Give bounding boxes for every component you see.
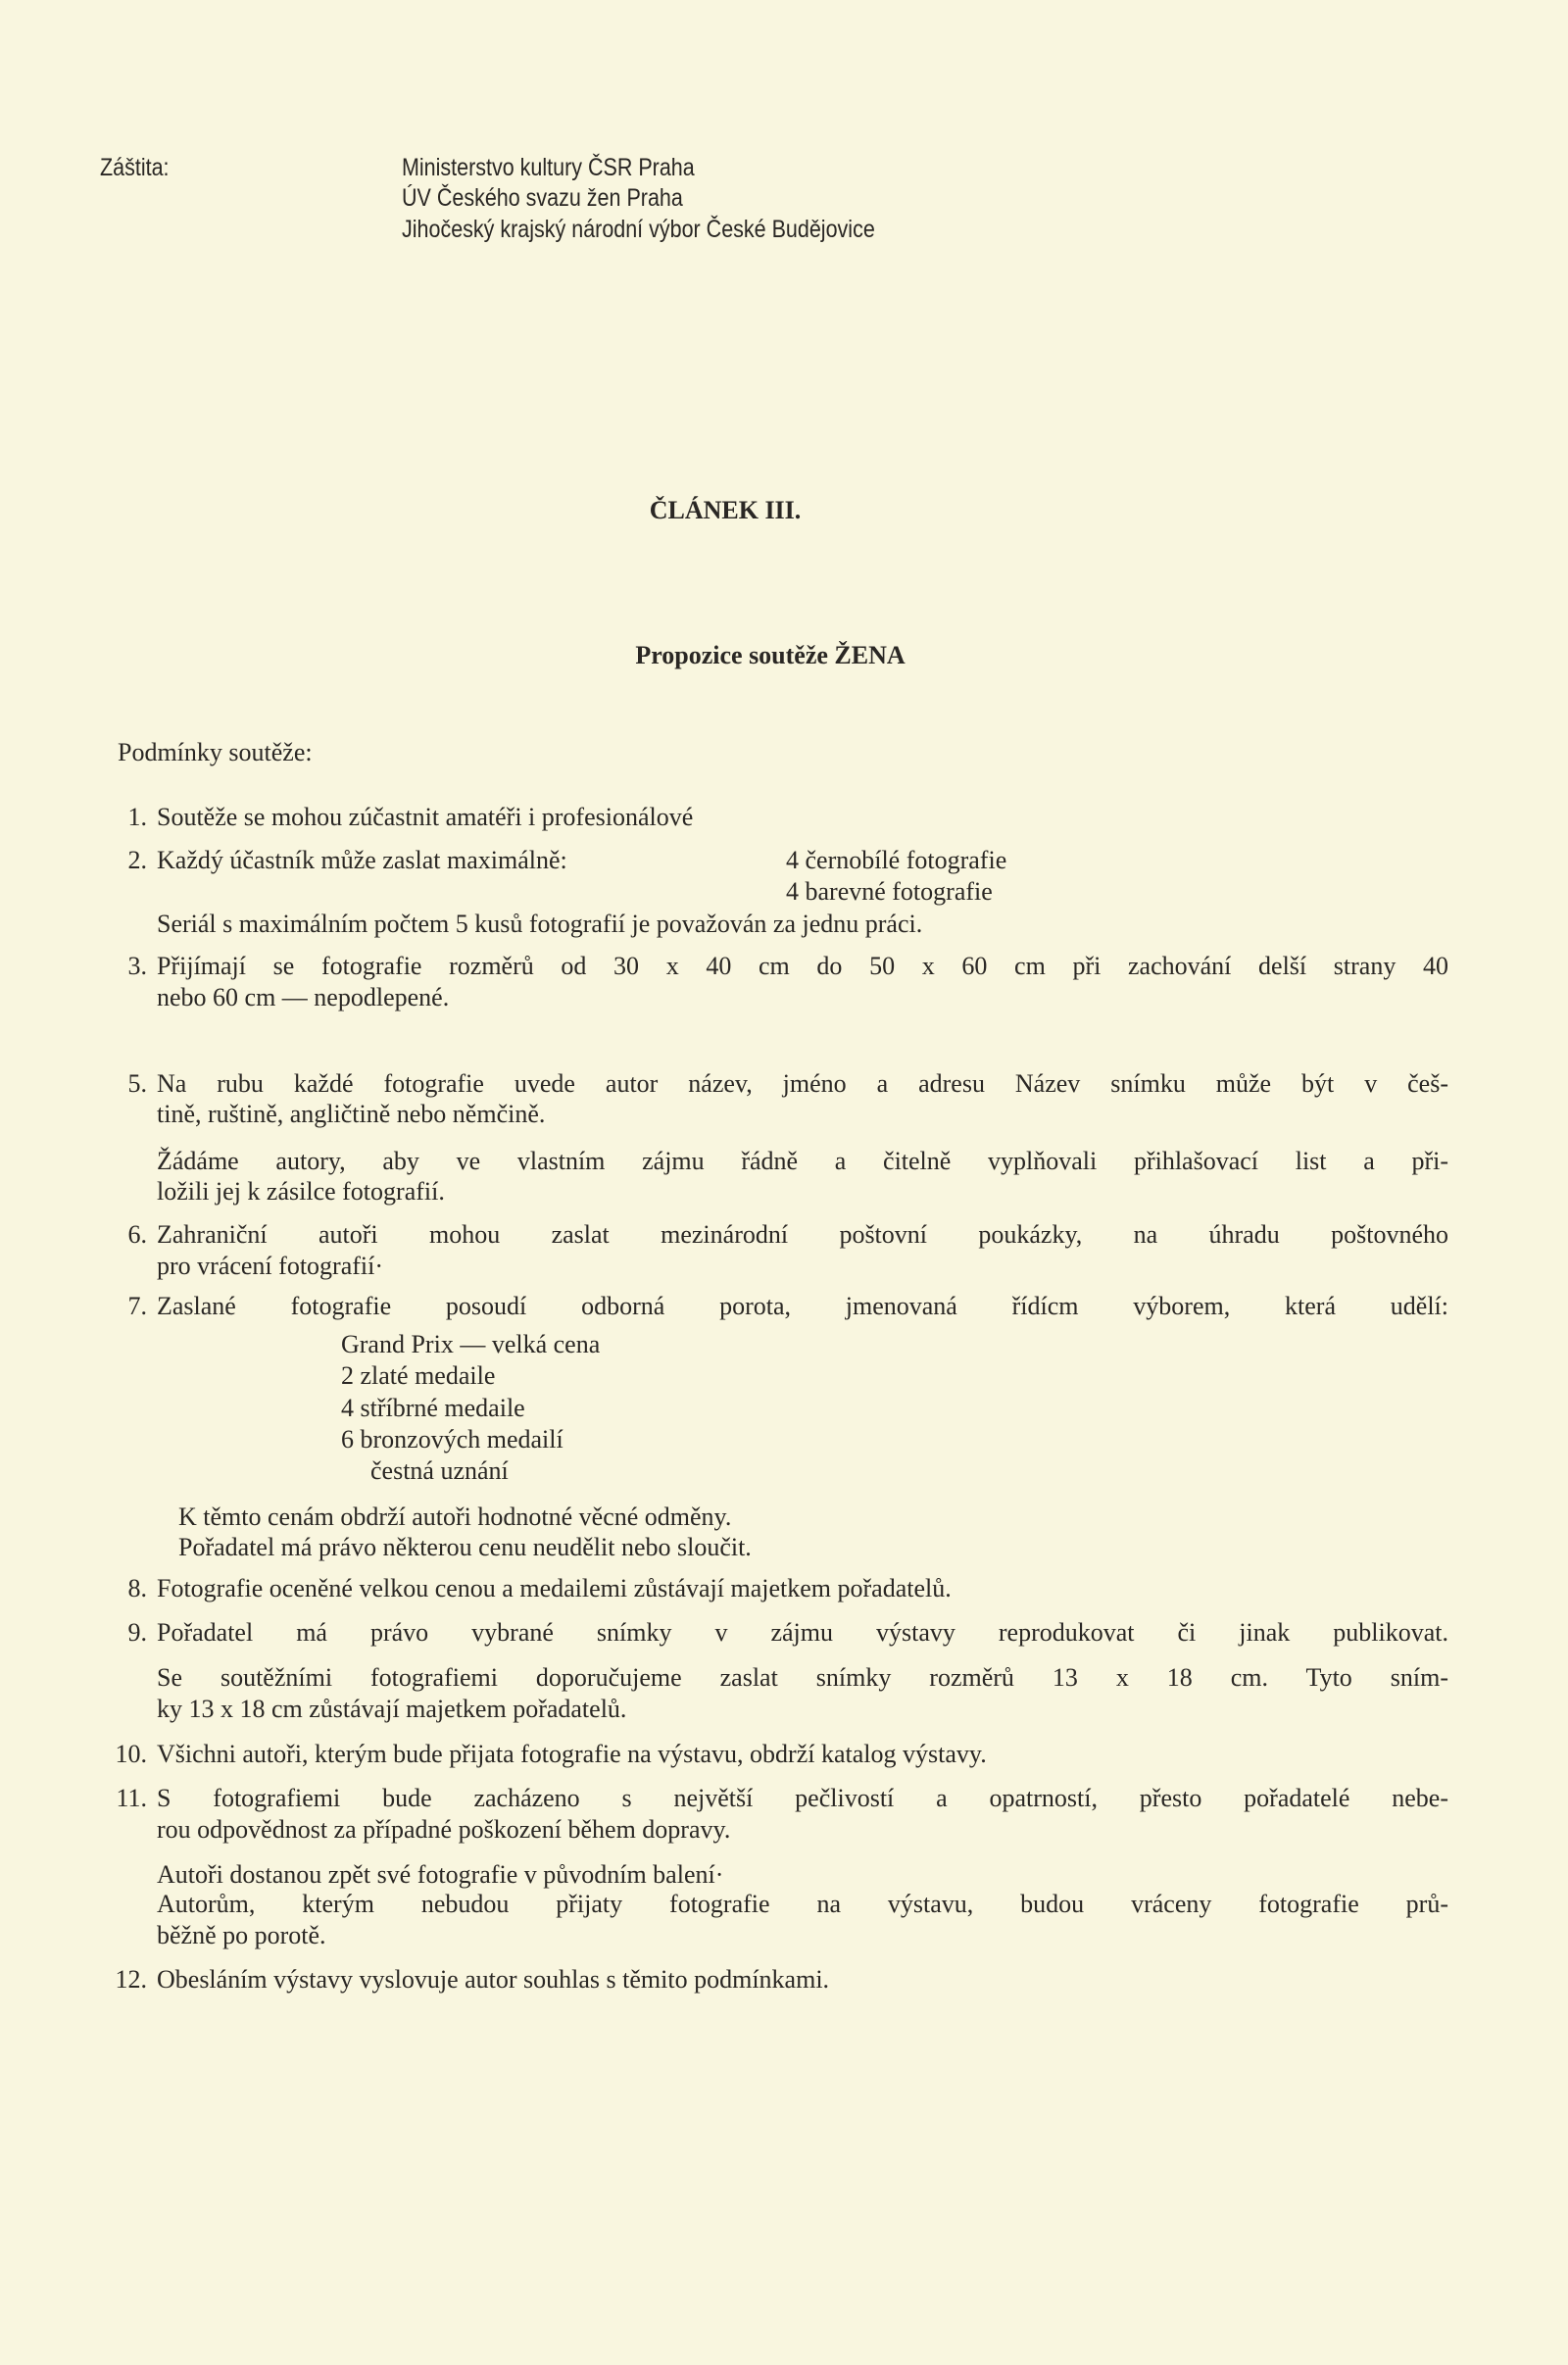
patronage-line: ÚV Českého svazu žen Praha bbox=[402, 184, 683, 212]
item-text-line: Autorům, kterým nebudou přijaty fotografie na výstavu, budou vráceny fotografie prů- bbox=[157, 1890, 1448, 1918]
item-text-line: Se soutěžními fotografiemi doporučujeme zaslat snímky rozměrů 13 x 18 cm. Tyto sním- bbox=[157, 1663, 1448, 1692]
item-number: 6. bbox=[127, 1220, 147, 1249]
item-number: 9. bbox=[127, 1618, 147, 1647]
item-text-line: Pořadatel má právo některou cenu neudělit nebo sloučit. bbox=[178, 1533, 752, 1561]
item-number: 2. bbox=[127, 846, 147, 874]
item-text-line: Obesláním výstavy vyslovuje autor souhlas s těmito podmínkami. bbox=[157, 1965, 830, 1994]
item-text-line: ložili jej k zásilce fotografií. bbox=[157, 1177, 445, 1206]
item-text-line: Pořadatel má právo vybrané snímky v zájmu výstavy reprodukovat či jinak publikovat. bbox=[157, 1618, 1448, 1647]
item-number: 8. bbox=[127, 1574, 147, 1602]
item-number: 11. bbox=[116, 1784, 147, 1812]
item-text-line: 4 černobílé fotografie bbox=[786, 846, 1007, 874]
patronage-label: Záštita: bbox=[100, 154, 170, 181]
patronage-line: Ministerstvo kultury ČSR Praha bbox=[402, 154, 695, 181]
item-text-line: 6 bronzových medailí bbox=[341, 1425, 564, 1453]
item-text-line: Soutěže se mohou zúčastnit amatéři i profesionálové bbox=[157, 803, 694, 831]
item-text-line: 4 barevné fotografie bbox=[786, 877, 993, 906]
item-text-line: Zahraniční autoři mohou zaslat mezinárodní poštovní poukázky, na úhradu poštovného bbox=[157, 1220, 1448, 1249]
patronage-line: Jihočeský krajský národní výbor České Budějovice bbox=[402, 216, 875, 243]
item-text-line: S fotografiemi bude zacházeno s největší pečlivostí a opatrností, přesto pořadatelé nebe- bbox=[157, 1784, 1448, 1812]
item-text-line: Na rubu každé fotografie uvede autor název, jméno a adresu Název snímku může být v češ- bbox=[157, 1069, 1448, 1098]
item-text-line: pro vrácení fotografií· bbox=[157, 1252, 384, 1280]
item-text-line: Žádáme autory, aby ve vlastním zájmu řádně a čitelně vyplňovali přihlašovací list a při- bbox=[157, 1147, 1448, 1175]
item-text-line: 2 zlaté medaile bbox=[341, 1361, 496, 1390]
item-text-line: běžně po porotě. bbox=[157, 1921, 326, 1949]
item-text-line: Grand Prix — velká cena bbox=[341, 1330, 601, 1358]
item-text-line: nebo 60 cm — nepodlepené. bbox=[157, 983, 450, 1011]
item-number: 5. bbox=[127, 1069, 147, 1098]
item-number: 10. bbox=[115, 1740, 147, 1768]
item-number: 7. bbox=[127, 1292, 147, 1320]
item-text-line: ky 13 x 18 cm zůstávají majetkem pořadatelů. bbox=[157, 1695, 627, 1723]
item-text-line: Přijímají se fotografie rozměrů od 30 x 40 cm do 50 x 60 cm při zachování delší strany 40 bbox=[157, 952, 1448, 980]
item-number: 1. bbox=[127, 803, 147, 831]
item-text-line: K těmto cenám obdrží autoři hodnotné věcné odměny. bbox=[178, 1503, 732, 1531]
item-text-line: Všichni autoři, kterým bude přijata fotografie na výstavu, obdrží katalog výstavy. bbox=[157, 1740, 987, 1768]
item-text-line: rou odpovědnost za případné poškození během dopravy. bbox=[157, 1815, 731, 1844]
item-text-line: čestná uznání bbox=[370, 1456, 509, 1485]
item-text-line: 4 stříbrné medaile bbox=[341, 1394, 525, 1422]
item-text-line: Každý účastník může zaslat maximálně: bbox=[157, 846, 567, 874]
article-heading: ČLÁNEK III. bbox=[649, 496, 802, 524]
item-text-line: Seriál s maximálním počtem 5 kusů fotografií je považován za jednu práci. bbox=[157, 910, 923, 938]
item-number: 12. bbox=[115, 1965, 147, 1994]
item-text-line: Autoři dostanou zpět své fotografie v původním balení· bbox=[157, 1860, 724, 1889]
page-title: Propozice soutěže ŽENA bbox=[635, 641, 906, 669]
conditions-heading: Podmínky soutěže: bbox=[118, 738, 313, 766]
item-text-line: Zaslané fotografie posoudí odborná porota, jmenovaná řídícm výborem, která udělí: bbox=[157, 1292, 1448, 1320]
item-text-line: Fotografie oceněné velkou cenou a medailemi zůstávají majetkem pořadatelů. bbox=[157, 1574, 952, 1602]
item-text-line: tině, ruštině, angličtině nebo němčině. bbox=[157, 1100, 546, 1128]
item-number: 3. bbox=[127, 952, 147, 980]
